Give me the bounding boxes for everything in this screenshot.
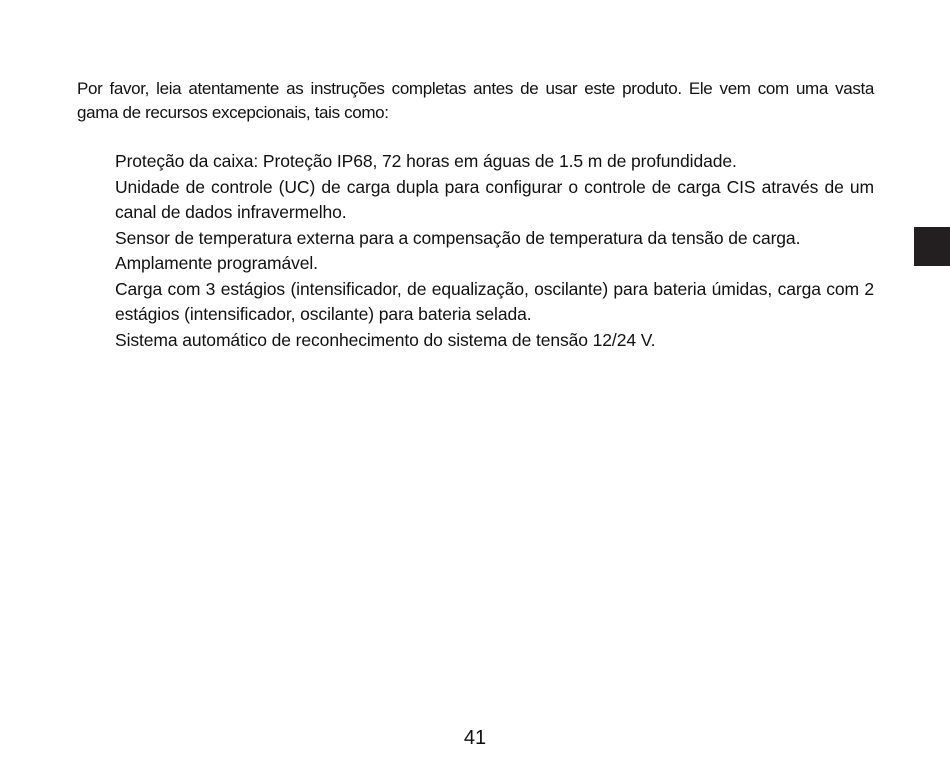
feature-item-voltage-recognition: Sistema automático de reconhecimento do sistema de tensão 12/24 V.	[115, 329, 656, 350]
feature-item-charge-stages: Carga com 3 estágios (intensificador, de equalização, oscilante) para bateria úmidas, carga com 2 estágios (intensificador, oscilante) para bateria selada.	[115, 278, 874, 324]
intro-paragraph: Por favor, leia atentamente as instruções completas antes de usar este produto. Ele vem com uma vasta gama de recursos excepcionais, tais como:	[77, 79, 874, 122]
feature-item-dual-charge-control-unit: Unidade de controle (UC) de carga dupla para configurar o controle de carga CIS através de um canal de dados infravermelho.	[115, 176, 874, 222]
section-tab-marker	[914, 227, 950, 266]
feature-item-external-temperature-sensor: Sensor de temperatura externa para a compensação de temperatura da tensão de carga.	[115, 227, 801, 248]
feature-list	[115, 149, 874, 353]
feature-item-programmable: Amplamente programável.	[115, 253, 318, 273]
page-number: 41	[463, 727, 487, 749]
feature-item-enclosure-protection: Proteção da caixa: Proteção IP68, 72 horas em águas de 1.5 m de profundidade.	[115, 151, 737, 171]
